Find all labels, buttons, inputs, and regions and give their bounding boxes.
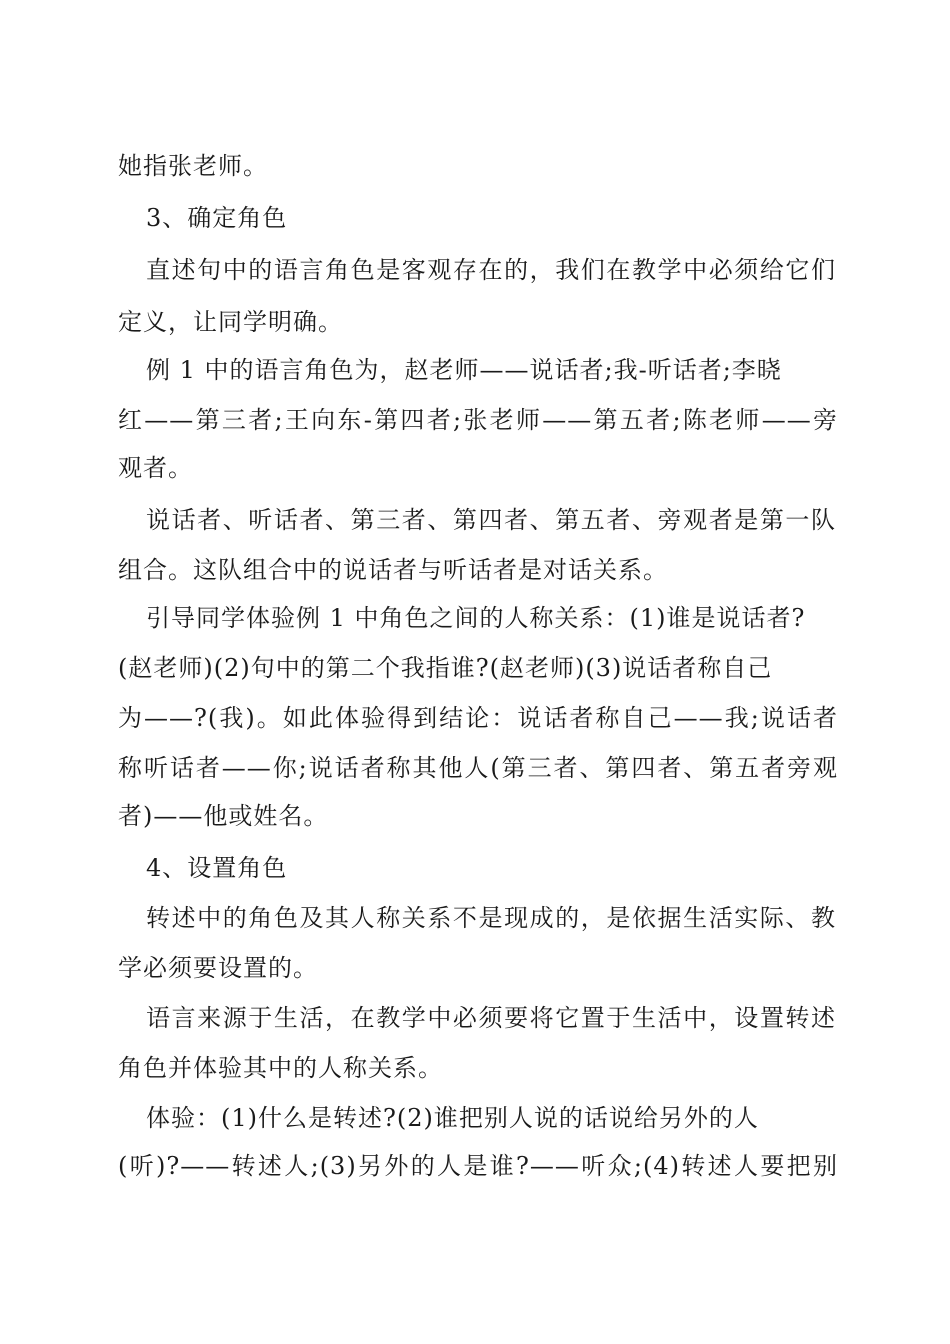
paragraph-line: 说话者、听话者、第三者、第四者、第五者、旁观者是第一队 — [146, 506, 836, 534]
paragraph-line: 引导同学体验例 1 中角色之间的人称关系：(1)谁是说话者? — [146, 604, 806, 632]
paragraph-line: 组合。这队组合中的说话者与听话者是对话关系。 — [118, 556, 668, 584]
text-line: 她指张老师。 — [118, 152, 268, 180]
paragraph-line: 例 1 中的语言角色为，赵老师——说话者;我-听话者;李晓 — [146, 356, 782, 384]
paragraph-line: 直述句中的语言角色是客观存在的，我们在教学中必须给它们 — [146, 256, 836, 284]
section-heading: 3、确定角色 — [146, 204, 288, 232]
paragraph-line: 红——第三者;王向东-第四者;张老师——第五者;陈老师——旁 — [118, 406, 838, 434]
paragraph-line: 角色并体验其中的人称关系。 — [118, 1054, 443, 1082]
paragraph-line: (听)?——转述人;(3)另外的人是谁?——听众;(4)转述人要把别 — [118, 1152, 838, 1180]
paragraph-line: 定义，让同学明确。 — [118, 308, 343, 336]
section-heading: 4、设置角色 — [146, 854, 288, 882]
paragraph-line: 学必须要设置的。 — [118, 954, 318, 982]
paragraph-line: 观者。 — [118, 454, 193, 482]
paragraph-line: 语言来源于生活，在教学中必须要将它置于生活中，设置转述 — [146, 1004, 836, 1032]
paragraph-line: 称听话者——你;说话者称其他人(第三者、第四者、第五者旁观 — [118, 754, 838, 782]
paragraph-line: 为——?(我)。如此体验得到结论：说话者称自己——我;说话者 — [118, 704, 838, 732]
paragraph-line: 体验：(1)什么是转述?(2)谁把别人说的话说给另外的人 — [146, 1104, 759, 1132]
paragraph-line: (赵老师)(2)句中的第二个我指谁?(赵老师)(3)说话者称自己 — [118, 654, 773, 682]
paragraph-line: 转述中的角色及其人称关系不是现成的，是依据生活实际、教 — [146, 904, 836, 932]
paragraph-line: 者)——他或姓名。 — [118, 802, 329, 830]
